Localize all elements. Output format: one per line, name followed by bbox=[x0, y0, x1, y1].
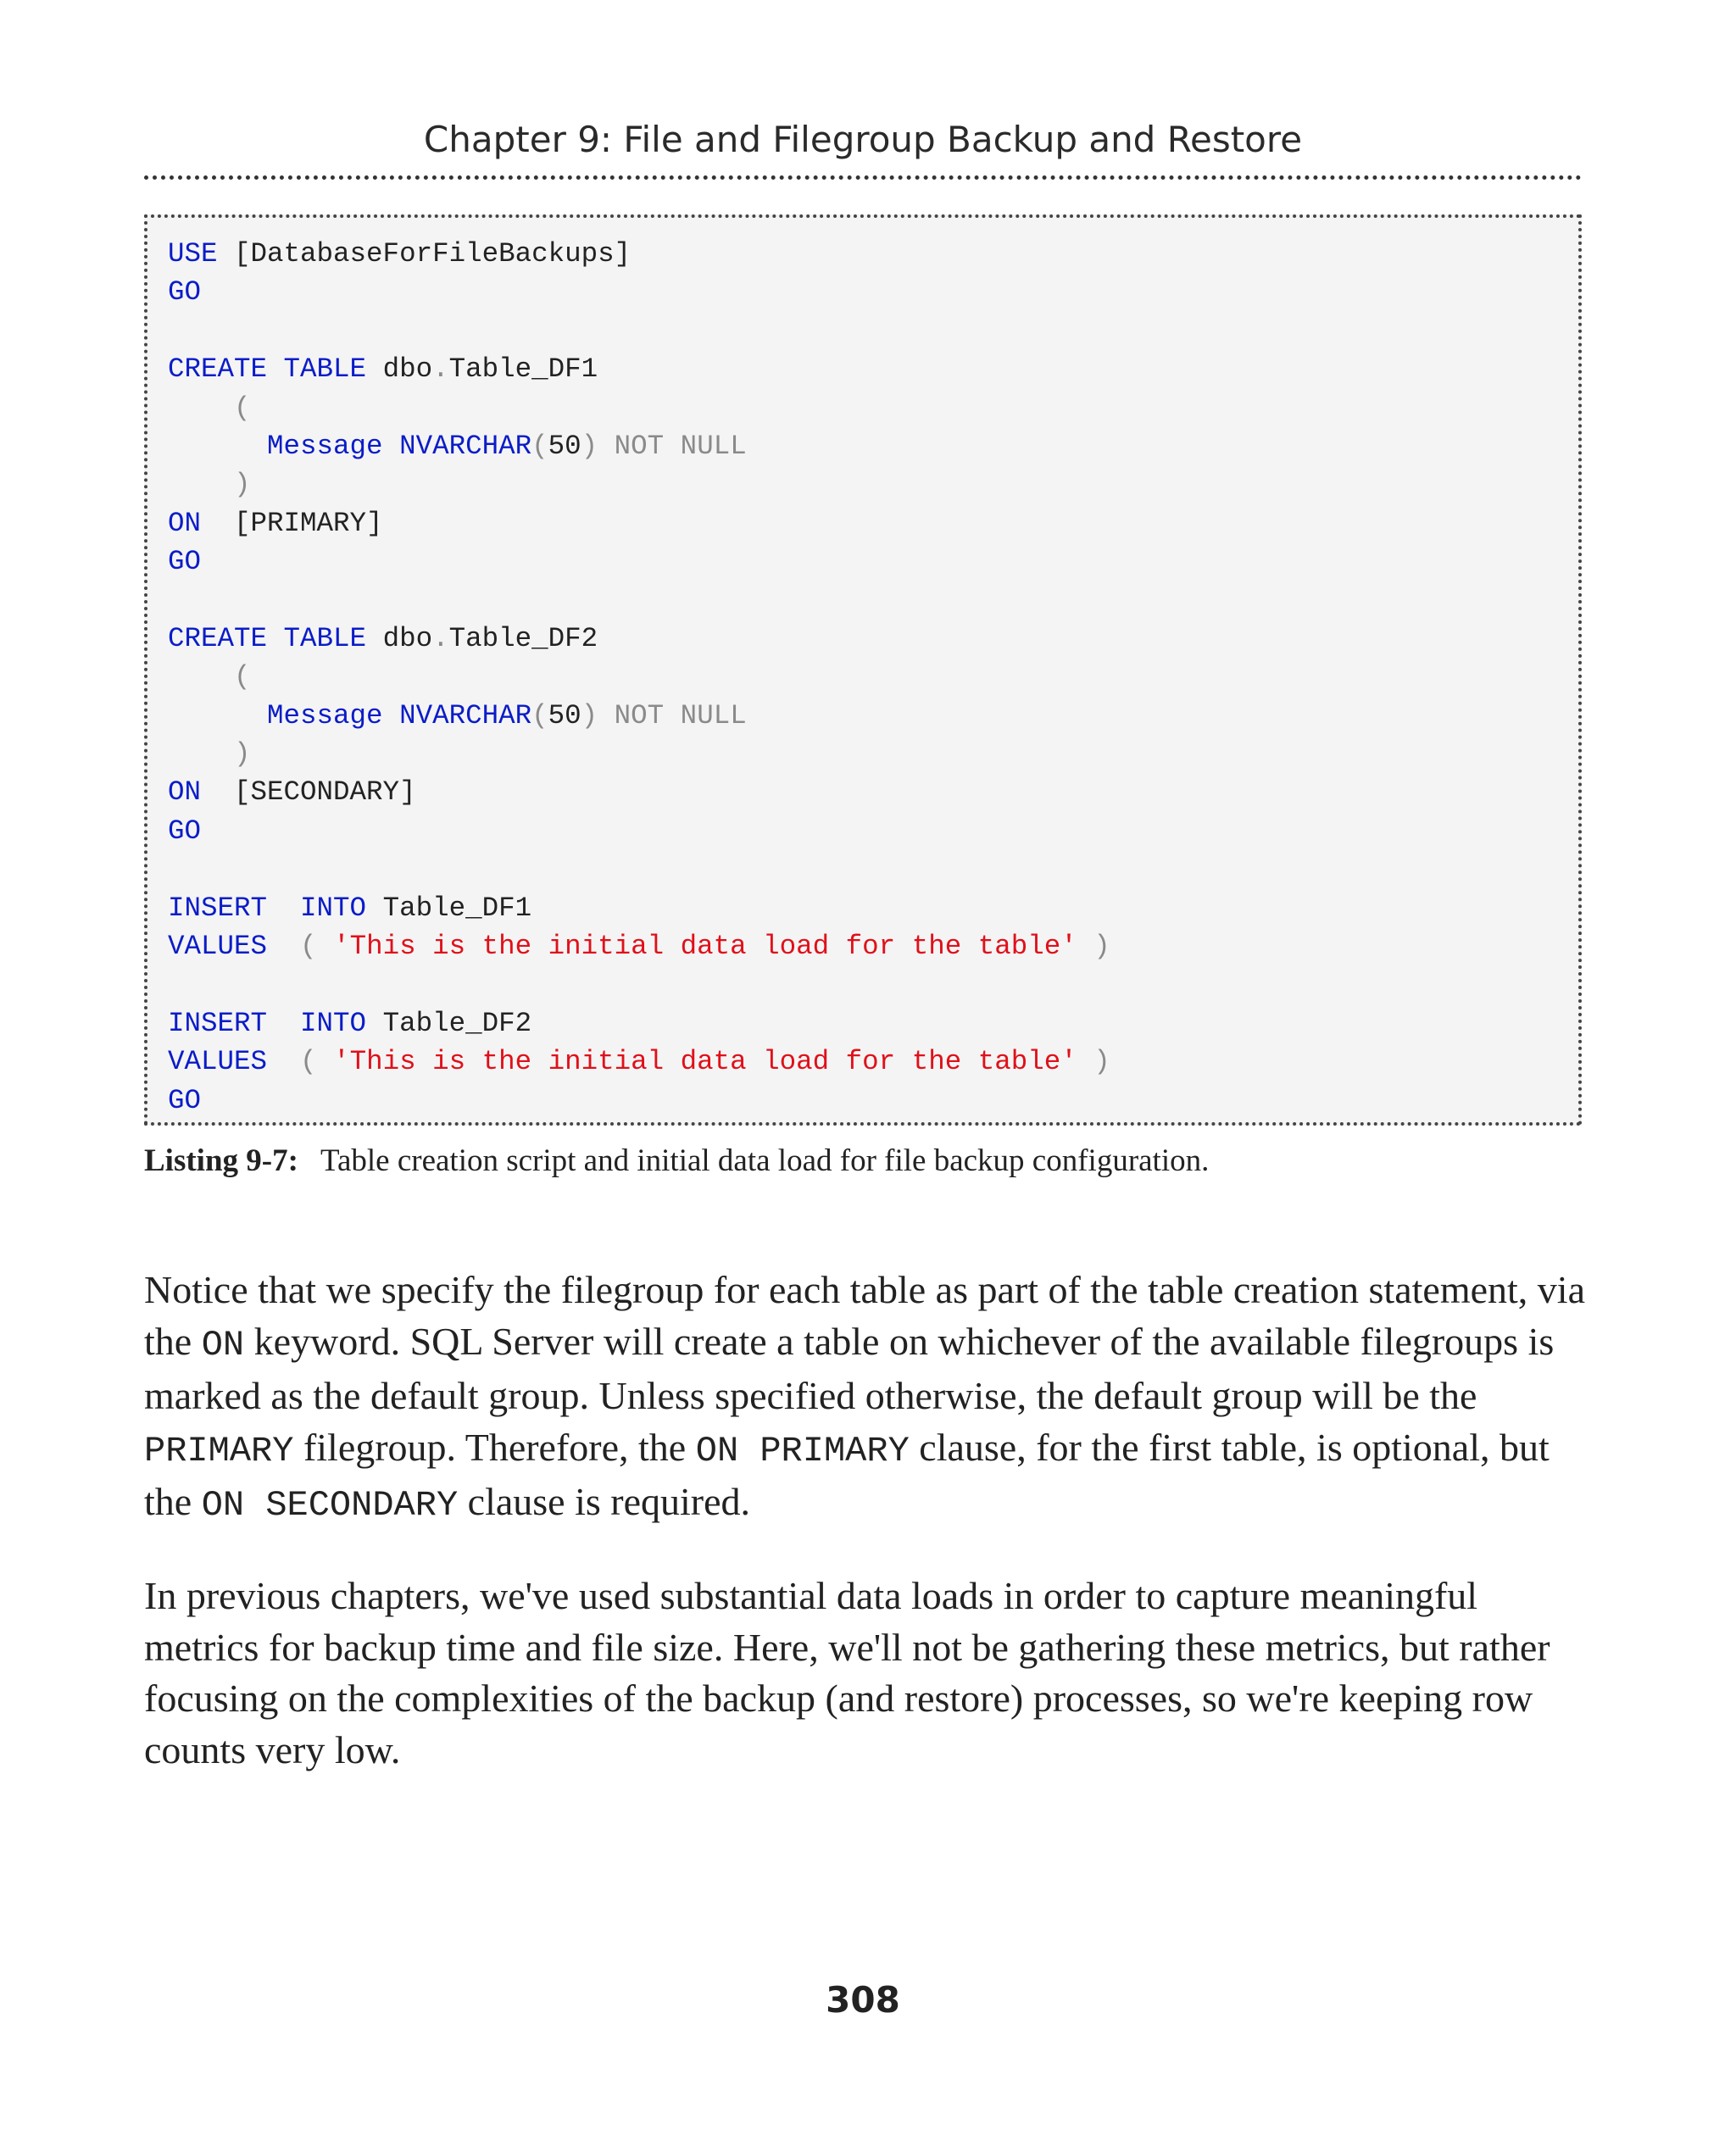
identifier: [PRIMARY] bbox=[234, 507, 383, 539]
keyword: NOT NULL bbox=[614, 699, 747, 731]
keyword: GO bbox=[168, 815, 202, 847]
punctuation: . bbox=[432, 622, 449, 654]
punctuation: ) bbox=[581, 430, 598, 462]
keyword: TABLE bbox=[283, 622, 367, 654]
identifier: Table_DF2 bbox=[448, 622, 598, 654]
text-run: keyword. SQL Server will create a table on whichever of the available filegroups is marked as the default group. Unless specified otherwise, the default group will be the bbox=[144, 1319, 1555, 1417]
punctuation: ( bbox=[300, 1046, 317, 1078]
inline-code: ON PRIMARY bbox=[695, 1430, 910, 1471]
text-run: Notice that we specify the filegroup for each table as part of the table creation statement, via the bbox=[144, 1268, 1586, 1363]
code-line bbox=[168, 350, 1578, 388]
identifier: Table_DF1 bbox=[448, 353, 598, 386]
identifier: Message bbox=[267, 699, 383, 731]
text-run: clause is required. bbox=[458, 1480, 751, 1523]
inline-code: ON bbox=[201, 1324, 245, 1365]
body-paragraph bbox=[144, 1265, 1585, 1532]
inline-code: ON SECONDARY bbox=[201, 1485, 459, 1526]
punctuation: . bbox=[432, 353, 449, 386]
string-literal: 'This is the initial data load for the table' bbox=[333, 1046, 1077, 1078]
code-line bbox=[168, 1004, 1578, 1043]
keyword: USE bbox=[168, 238, 218, 270]
identifier: Table_DF2 bbox=[382, 1007, 532, 1039]
body-paragraph: In previous chapters, we've used substantial data loads in order to capture meaningful metrics for backup time and file size. Here, we'll not be gathering these metrics, but rather focusing on the complexities of the backup (and restore) processes, so we're keeping row counts very low. bbox=[144, 1574, 1550, 1771]
identifier: [DatabaseForFileBackups] bbox=[234, 238, 632, 270]
code-line-blank bbox=[168, 581, 1578, 620]
code-line bbox=[168, 812, 1578, 850]
caption-label: Listing 9-7: bbox=[144, 1143, 298, 1178]
punctuation: ) bbox=[1093, 931, 1110, 963]
identifier: [SECONDARY] bbox=[234, 776, 416, 809]
caption-text: Table creation script and initial data load for file backup configuration. bbox=[320, 1143, 1210, 1178]
keyword: ON bbox=[168, 776, 202, 809]
identifier: Message bbox=[267, 430, 383, 462]
code-listing bbox=[144, 214, 1582, 1126]
code-line bbox=[168, 465, 1578, 503]
string-literal: 'This is the initial data load for the table' bbox=[333, 931, 1077, 963]
text-run: filegroup. Therefore, the bbox=[293, 1425, 696, 1469]
code-line bbox=[168, 1043, 1578, 1081]
code-line-blank bbox=[168, 850, 1578, 888]
keyword: NVARCHAR bbox=[399, 699, 532, 731]
code-line bbox=[168, 697, 1578, 735]
code-line bbox=[168, 427, 1578, 465]
keyword: INSERT bbox=[168, 1007, 268, 1039]
punctuation: ) bbox=[234, 738, 251, 770]
keyword: NOT NULL bbox=[614, 430, 747, 462]
punctuation: ( bbox=[300, 931, 317, 963]
number: 50 bbox=[548, 430, 581, 462]
code-line bbox=[168, 504, 1578, 542]
code-line bbox=[168, 735, 1578, 773]
keyword: GO bbox=[168, 276, 202, 309]
punctuation: ) bbox=[1093, 1046, 1110, 1078]
listing-caption bbox=[144, 1143, 1585, 1179]
keyword: VALUES bbox=[168, 1046, 268, 1078]
punctuation: ( bbox=[234, 392, 251, 424]
keyword: TABLE bbox=[283, 353, 367, 386]
punctuation: ( bbox=[531, 430, 548, 462]
code-line bbox=[168, 235, 1578, 273]
punctuation: ) bbox=[234, 469, 251, 501]
keyword: VALUES bbox=[168, 931, 268, 963]
keyword: CREATE bbox=[168, 353, 268, 386]
punctuation: ( bbox=[234, 661, 251, 693]
chapter-header: Chapter 9: File and Filegroup Backup and Restore bbox=[423, 119, 1303, 160]
keyword: INSERT bbox=[168, 892, 268, 924]
keyword: INTO bbox=[300, 892, 367, 924]
keyword: CREATE bbox=[168, 622, 268, 654]
code-line bbox=[168, 927, 1578, 965]
code-line bbox=[168, 773, 1578, 811]
identifier: Table_DF1 bbox=[382, 892, 532, 924]
page-number: 308 bbox=[826, 1979, 900, 2021]
code-line bbox=[168, 389, 1578, 427]
identifier: dbo bbox=[382, 353, 433, 386]
header-divider bbox=[144, 175, 1582, 180]
keyword: NVARCHAR bbox=[399, 430, 532, 462]
code-line bbox=[168, 889, 1578, 927]
code-line bbox=[168, 1082, 1578, 1120]
keyword: GO bbox=[168, 546, 202, 578]
code-line-blank bbox=[168, 312, 1578, 350]
identifier: dbo bbox=[382, 622, 433, 654]
text-run: clause, for the first table, is optional, but the bbox=[144, 1425, 1550, 1523]
code-line-blank bbox=[168, 965, 1578, 1004]
number: 50 bbox=[548, 699, 581, 731]
code-line bbox=[168, 620, 1578, 658]
punctuation: ( bbox=[531, 699, 548, 731]
keyword: GO bbox=[168, 1084, 202, 1116]
code-line bbox=[168, 273, 1578, 311]
keyword: ON bbox=[168, 507, 202, 539]
keyword: INTO bbox=[300, 1007, 367, 1039]
inline-code: PRIMARY bbox=[144, 1430, 294, 1471]
code-line bbox=[168, 542, 1578, 581]
punctuation: ) bbox=[581, 699, 598, 731]
code-line bbox=[168, 658, 1578, 696]
